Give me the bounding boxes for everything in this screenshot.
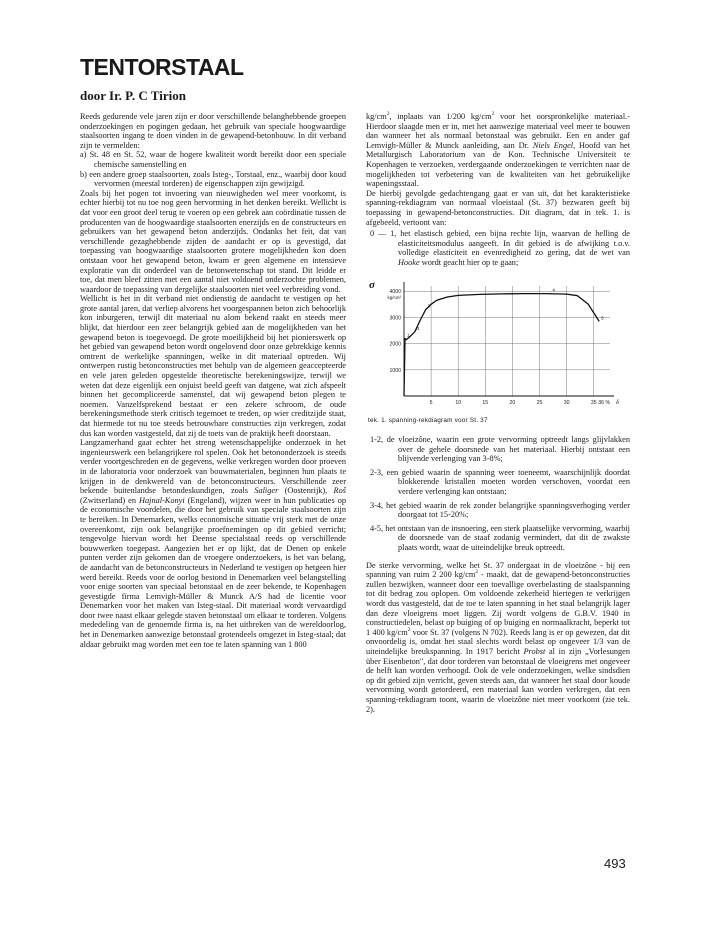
x-tick-label: 30: [563, 399, 570, 406]
person-name: Saliger: [254, 486, 279, 496]
x-tick-label: 35: [590, 399, 597, 406]
superscript: 2: [386, 111, 390, 118]
stress-strain-chart: [366, 274, 628, 414]
x-tick-label: 15: [482, 399, 489, 406]
text-run: Langzamerhand gaat echter het streng wetenschappelijke onderzoek in het ingenieurswerk een belangrijkere rol spelen. Ook het betononderzoek is steeds verder voortgeschreden en de gegevens, welke verkregen worden door proeven in de laboratoria voor onderzoek van bouwmaterialen, beginnen hun plaats te krijgen in de denkwereld van de betonconstructeurs. Verschillende zeer bekende buitenlandse betondeskundigen, zoals: [80, 438, 346, 496]
text-run: (Oostenrijk),: [278, 486, 334, 496]
list-item: 1-2, de vloeizône, waarin een grote vervorming optreedt langs glijvlakken over de gehele doorsnede van het materiaal. Hierbij ontstaat een blijvende verlenging van 3-8%;: [370, 435, 630, 464]
curve-point-label: 3: [427, 303, 431, 309]
figure-caption: tek. 1. spanning-rekdiagram voor St. 37: [368, 416, 488, 424]
list-item: b) een andere groep staalsoorten, zoals Isteg-, Torstaal, enz., waarbij door koud vervormen (meestal torderen) de eigenschappen zijn gewijzigd.: [80, 169, 346, 189]
y-unit-label: kg/cm²: [387, 294, 401, 300]
x-tick-label: 10: [455, 399, 462, 406]
curve-point-label: 4: [552, 287, 555, 293]
text-run: , inplaats van 1/200 kg/cm: [389, 112, 492, 121]
paragraph: Wellicht is het in dit verband niet ondienstig de aandacht te vestigen op het grote aantal jaren, dat verliep alvorens het voorgespannen beton zich behoorlijk kon inburgeren, terwijl dit materiaal nu alom bekend raakt en steeds meer blijkt, dat hierdoor een zeer belangrijk gebied aan de mogelijkheden van het gewapend beton is toegevoegd. De grote moeilijkheid bij het pionierswerk op het gebied van gewapend beton wordt ongelovend door onze gebrekkige kennis omtrent de werkelijke spanningen, welke in dit materiaal optreden. Wij ontwerpen rustig betonconstructies met behulp van de algemeen geaccepteerde en vele jaren geleden opgestelde theoretische berekeningswijze, terwijl we weten dat deze eigenlijk een onjuist beeld geeft van datgene, wat zich afspeelt binnen het gecompliceerde samenstel, dat wij gewapend beton plegen te noemen. Vanzelfsprekend bestaat er een zekere schroom, de oude berekeningsmethode sterk critisch tegemoet te treden, op wier creditzijde staat, dat hiermede tot nu toe steeds betrouwbare constructies zijn verkregen, zodat dus kan worden vastgesteld, dat zij de toets van de praktijk heeft doorstaan.: [80, 294, 346, 438]
text-run: (Engeland), wijzen weer in hun publicaties op de economische voordelen, die door het gebruik van speciale staalsoorten zijn te bereiken. In Denemarken, welks economische situatie vrij sterk met de onze overeenkomt, zijn ook belangrijke proefnemingen op dit gebied verricht; tengevolge hiervan wordt het Deense specialstaal reeds op verschillende bouwwerken toegepast. Aangezien het er op lijkt, dat de Denen op enkele punten verder zijn gekomen dan de vroegere onderzoekers, is het van belang, de aandacht van de betonconstructeurs in Nederland te vestigen op hetgeen hier werd bereikt. Reeds voor de oorlog bestond in Denemarken veel belangstelling voor enige soorten van speciaal betonstaal en de zeer bekende, te Kopenhagen gevestigde firma Lemvigh-Müller & Munck A/S had de licentie voor Denemarken voor het maken van Isteg-staal. Dit materiaal wordt vervaardigd door twee naast elkaar gelegde staven betonstaal om elkaar te torderen. Volgens mededeling van de genoemde firma is, na het uitbreken van de wereldoorlog, het in Denemarken aanwezige betonstaal grotendeels omgezet in Isteg-staal; dat aldaar gebruikt mag worden met een toe te laten spanning van 1 800: [80, 495, 346, 649]
x-tick-label: 25: [536, 399, 543, 406]
curve-point-label: 2: [416, 325, 420, 331]
text-run: kg/cm: [366, 112, 387, 121]
y-tick-label: 1000: [389, 367, 401, 374]
superscript: 2: [491, 111, 495, 118]
paragraph: Zoals bij het pogen tot invoering van nieuwigheden wel meer voorkomt, is echter hierbij tot nu toe nog geen hervorming in het denken bereikt. Wellicht is dat voor een groot deel terug te voeren op een gebrek aan coördinatie tussen de producenten van de hoogwaardige staalsoorten enerzijds en de constructeurs en gebruikers van het gewapend beton anderzijds. Ondanks het feit, dat van verschillende gezaghebbende zijden de aandacht er op is gevestigd, dat toepassing van hoogwaardige staalsoorten grotere mogelijkheden kon doen ontstaan voor het gewapend beton, kwam er geen algemene en intensieve exploratie van dit onderdeel van de betonwetenschap tot stand. Dit leidde er toe, dat men bleef zitten met een aantal niet voldoend onderzochte problemen, waardoor de toepassing van dergelijke staalsoorten niet veel verbreiding vond.: [80, 188, 346, 294]
x-tick-label: 5: [429, 399, 433, 406]
text-run: wordt geacht hier op te gaan;: [419, 257, 519, 267]
x-tick-label: 20: [509, 399, 516, 406]
stress-strain-curve: [404, 293, 599, 395]
curve-point-label: 1: [406, 331, 410, 337]
superscript: 2: [475, 569, 479, 576]
y-tick-label: 2000: [389, 341, 401, 348]
text-run: Hoofd van het Metallurgisch Laboratorium van de Kon. Technische Universiteit te Kopenhagen te verzoeken, verdergaande onderzoekingen te verrichten naar de mogelijkheden tot verbetering van de kwaliteiten van het gebruikelijke wapeningsstaal.: [366, 140, 630, 189]
page-number: 493: [604, 856, 626, 871]
superscript: 2: [407, 627, 411, 634]
person-name: Roš: [333, 486, 346, 496]
text-run: 0 — 1, het elastisch gebied, een bijna rechte lijn, waarvan de helling de elasticiteitsmodulus aangeeft. In dit gebied is de afwijking t.o.v. volledige elasticiteit en evenredigheid zo gering, dat de wet van: [370, 229, 630, 258]
person-name: Niels Engel,: [532, 140, 576, 150]
text-run: voor het oorspronkelijke materiaal.- Hierdoor slaagde men er in, met het aanwezige materiaal veel meer te bouwen dan wanneer het als normaal betonstaal was gebruikt. Een en ander gaf Lemvigh-Müller & Munck aanleiding, aan Dr.: [366, 112, 630, 150]
paragraph: [80, 438, 346, 649]
article-title: TENTORSTAAL: [80, 54, 244, 80]
text-run: (Zwitserland) en: [80, 495, 139, 505]
text-run: - maakt, dat de gewapend-betonconstructies zullen bezwijken, wanneer door een toevallige overbelasting de staalspanning tot dit bedrag zou oplopen. Om voldoende zekerheid hiertegen te verkrijgen wordt dus vastgesteld, dat de toe te laten spanning in het staal belangrijk lager dan deze vloeigrens moet liggen. Zij wordt volgens de G.B.V. 1940 in constructiedelen, belast op buiging of op buiging en normaalkracht, beperkt tot 1 400 kg/cm: [366, 570, 630, 637]
paragraph: De hierbij gevolgde gedachtengang gaat er van uit, dat het karakteristieke spanning-rekdiagram van normaal vloeistaal (St. 37) bezwaren geeft bij toepassing in gewapend-betonconstructies. Dit diagram, dat in tek. 1. is afgebeeld, vertoont van:: [366, 188, 630, 227]
paragraph: Reeds gedurende vele jaren zijn er door verschillende belanghebbende groepen onderzoekingen en pogingen gedaan, het gebruik van speciale hoogwaardige staalsoorten ingang te doen vinden in de gewapend-betonbouw. In dit verband zijn te vermelden:: [80, 112, 346, 150]
list-item: 3-4, het gebied waarin de rek zonder belangrijke spanningsverhoging verder doorgaat tot 15-20%;: [370, 500, 630, 520]
x-tick-label: 36 %: [598, 399, 611, 406]
author-line: door Ir. P. C Tirion: [80, 88, 186, 103]
text-run: voor St. 37 (volgens N 702). Reeds lang is er op gewezen, dat dit onvoordelig is, omdat het staal slechts wordt belast op ongeveer 1/3 van de uiteindelijke breukspanning. In 1917 bericht: [366, 627, 631, 656]
curve-point-label: 5: [601, 314, 604, 320]
list-item: a) St. 48 en St. 52, waar de hogere kwaliteit wordt bereikt door een speciale chemische samenstelling en: [80, 150, 346, 169]
text-run: al in zijn „Vorlesungen über Eisenbeton", dat door torderen van betonstaal de vloeigrens met ongeveer de helft kan worden verhoogd. Ook de vele onderzoekingen, welke sindsdien op dit gebied zijn verricht, geven steeds aan, dat wanneer het staal door koude vervorming wordt getordeerd, een materiaal kan worden verkregen, dat een spanning-rekdiagram toont, waarin de vloeizône niet meer voorkomt (zie tek. 2).: [366, 646, 630, 714]
person-name: Hajnal-Konyi: [139, 495, 185, 505]
chart-labels: [369, 279, 619, 406]
person-name: Probst: [523, 646, 546, 656]
paragraph: [366, 561, 630, 715]
y-tick-label: 4000: [389, 288, 401, 295]
right-column: [366, 112, 630, 714]
person-name: Hooke: [398, 257, 420, 267]
list-item: 4-5, het ontstaan van de insnoering, een sterk plaatselijke vervorming, waarbij de doorsnede van de staaf zodanig vermindert, dat dit de zwakste plaats wordt, waar de uiteindelijke breuk optreedt.: [370, 523, 630, 553]
y-tick-label: 3000: [389, 314, 401, 321]
chart-grid: [404, 286, 610, 396]
list-item: [366, 229, 630, 267]
x-axis-symbol: δ: [616, 399, 619, 406]
chart-series: [404, 293, 599, 395]
paragraph: [366, 112, 630, 189]
left-column: [80, 112, 346, 649]
text-run: De sterke vervorming, welke het St. 37 ondergaat in de vloeizône - bij een spanning van ruim 2 200 kg/cm: [366, 560, 630, 580]
list-item: 2-3, een gebied waarin de spanning weer toeneemt, waarschijnlijk doordat blokkerende kristallen moeten worden verschoven, voordat een verdere verlenging kan ontstaan;: [370, 467, 630, 497]
y-axis-symbol: σ: [369, 278, 375, 291]
